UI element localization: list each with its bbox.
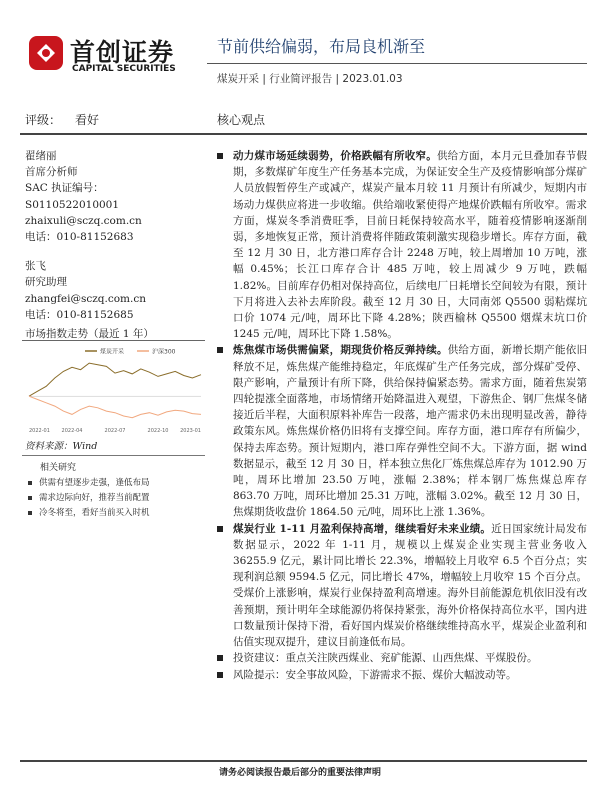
related-item[interactable]: 需求边际向好，推荐当前配置	[28, 491, 150, 503]
core-view-heading: 核心观点	[217, 113, 266, 127]
analyst-role: 研究助理	[25, 276, 67, 289]
brand-logo-mark-icon	[28, 35, 64, 71]
rating	[25, 111, 113, 128]
rating-label: 评级：	[25, 113, 62, 127]
x-tick-label: 2022-01	[29, 428, 50, 434]
analyst-email[interactable]: zhangfei@sczq.com.cn	[25, 292, 146, 305]
market-index-chart	[25, 345, 205, 435]
chart-title: 市场指数走势（最近 1 年）	[25, 328, 154, 340]
analyst-info	[25, 148, 205, 323]
chart-source: 资料来源：Wind	[25, 441, 98, 452]
related-item[interactable]: 供需有望逐步走强，逢低布局	[28, 476, 150, 488]
header-divider	[207, 63, 587, 64]
brand-name: 首创证券	[70, 38, 175, 67]
series-line	[29, 396, 201, 418]
x-tick-label: 2022-10	[147, 428, 169, 434]
chart-title-divider	[22, 340, 205, 341]
x-tick-label: 2023-01	[180, 428, 201, 434]
analyst-name: 翟绪丽	[25, 150, 57, 162]
related-research-title: 相关研究	[40, 463, 77, 473]
bullet-icon	[217, 526, 223, 532]
main-content	[217, 148, 587, 683]
x-tick-label: 2022-04	[61, 428, 83, 434]
brand-name-en: CAPITAL SECURITIES	[72, 64, 176, 74]
section-divider	[20, 133, 587, 135]
bullet-icon	[217, 672, 223, 678]
analyst-phone: 电话：010-81152685	[25, 308, 134, 321]
analyst-phone: 电话：010-81152683	[25, 231, 134, 244]
bullet-icon	[217, 153, 223, 159]
legend-label: 沪深300	[152, 348, 176, 356]
paragraph-industry-profit: 煤炭行业 1-11 月盈利保持高增，继续看好未来业绩。近日国家统计局发布数据显示，2022 年 1-11 月，规模以上煤炭企业实现主营业务收入 36255.9 亿元，累计同比增长 22.3%，增幅较上月收窄 6.5 个百分点；实现利润总额 9594.5 亿元，同比增长 47%，增幅较上月收窄 15 个百分点。受煤价上涨影响，煤炭行业保持盈利高增速。海外目前能源危机依旧没有改善预期，预计明年全球能源仍将保持紧张，海外价格保持高位水平，国内进口数量预计保持下滑，看好国内煤炭价格继续维持高水平，煤炭企业盈利和估值实现双提升，建议目前逢低布局。	[217, 521, 587, 651]
legend-label: 煤炭开采	[100, 348, 125, 356]
analyst-cert-label: SAC 执证编号：	[25, 182, 104, 195]
paragraph-investment-advice: 投资建议：重点关注陕西煤业、兖矿能源、山西焦煤、平煤股份。	[217, 650, 587, 666]
analyst-name: 张飞	[25, 260, 46, 273]
report-subtitle: 煤炭开采 | 行业简评报告 | 2023.01.03	[217, 73, 403, 85]
analyst-cert: S0110522010001	[25, 198, 120, 211]
report-title: 节前供给偏弱，布局良机渐至	[217, 37, 426, 56]
analyst-role: 首席分析师	[25, 166, 78, 179]
paragraph-coking-coal: 炼焦煤市场供需偏紧，期现货价格反弹持续。供给方面，新增长期产能依旧释放不足，炼焦煤产能维持稳定，年底煤矿生产任务完成，部分煤矿受停、限产影响，产量预计有所下降，供给保持偏紧态势。需求方面，随着焦炭第四轮提涨全面落地，市场情绪开始降温进入观望，下游焦企、钢厂焦煤冬储接近后半程，大面积原料补库告一段落，地产需求仍未出现明显改善，静待政策东风。炼焦煤价格仍旧将有支撑空间。库存方面，港口库存有所偏少，保持去库态势。预计短期内，港口库存弹性空间不大。下游方面，据 wind 数据显示，截至 12 月 30 日，样本独立焦化厂炼焦煤总库存为 1012.90 万吨，周环比增加 23.50 万吨，涨幅 2.38%；样本钢厂炼焦煤总库存 863.70 万吨，周环比增加 25.31 万吨，涨幅 3.02%。截至 12 月 30 日，焦煤期货收盘价 1864.50 元/吨，周环比上涨 1.36%。	[217, 342, 587, 520]
paragraph-thermal-coal: 动力煤市场延续弱势，价格跌幅有所收窄。供给方面，本月元旦叠加春节假期，多数煤矿年度生产任务基本完成，为保证安全生产及疫情影响部分煤矿人员放假暂停生产或减产，煤炭产量本月较 11 月预计有所减少，短期内市场动力煤供应将进一步收缩。供给端收紧使得产地煤价跌幅有所收窄。需求方面，煤炭冬季消费旺季，目前日耗保持较高水平，随着疫情影响逐渐削弱，多地恢复正常，预计消费将伴随政策刺激实现稳步增长。库存方面，截至 12 月 30 日，北方港口库存合计 2248 万吨，较上周增加 10 万吨，涨幅 0.45%；长江口库存合计 485 万吨，较上周减少 9 万吨，跌幅 1.82%。目前库存仍相对保持高位，后续电厂日耗增长空间较为有限，预计下月将进入去补去库阶段。截至 12 月 30 日，大同南郊 Q5500 弱粘煤坑口价 1074 元/吨，周环比下降 4.28%；陕西榆林 Q5500 烟煤末坑口价 1245 元/吨，周环比下降 1.58%。	[217, 148, 587, 342]
series-line	[29, 363, 201, 396]
x-tick-label: 2022-07	[104, 428, 126, 434]
footer-divider	[20, 760, 587, 762]
bullet-icon	[217, 347, 223, 353]
rating-value: 看好	[75, 113, 100, 127]
footer-disclaimer: 请务必阅读报告最后部分的重要法律声明	[218, 768, 381, 778]
related-item[interactable]: 冷冬将至，看好当前买入时机	[28, 506, 150, 518]
paragraph-risk-warning: 风险提示：安全事故风险，下游需求不振、煤价大幅波动等。	[217, 667, 587, 683]
analyst-email[interactable]: zhaixuli@sczq.com.cn	[25, 214, 142, 227]
bullet-icon	[217, 655, 223, 661]
